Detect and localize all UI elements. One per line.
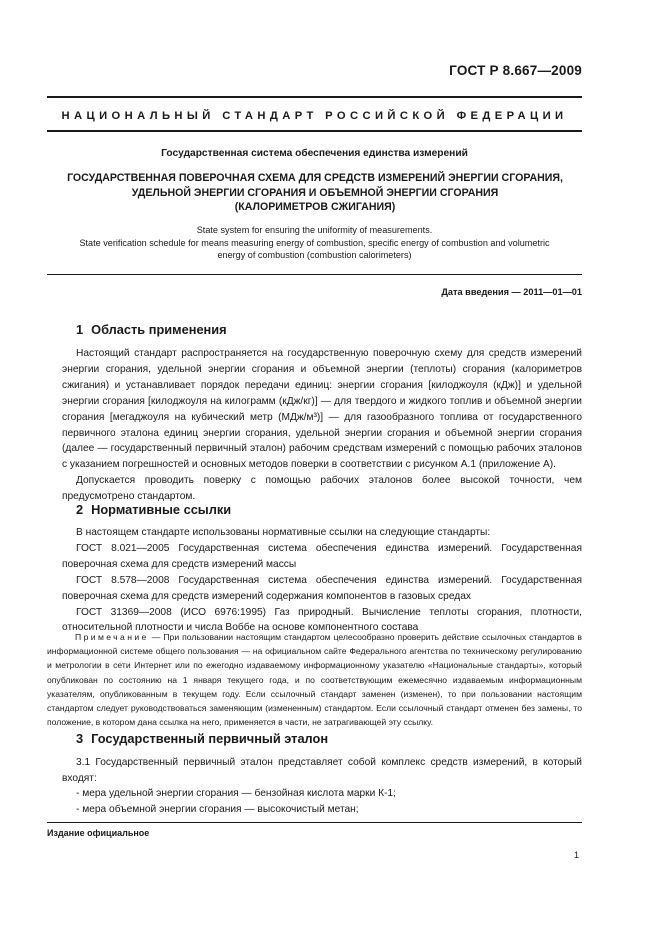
english-title xyxy=(47,224,582,262)
section-number: 3 xyxy=(76,731,84,746)
reference-item: ГОСТ 8.578—2008 Государственная система обеспечения единства измерений. Государственная поверочная схема для средств измерений содержания компонентов в газовых средах xyxy=(62,574,582,602)
section-title: Государственный первичный эталон xyxy=(91,731,329,746)
paragraph: Настоящий стандарт распространяется на государственную поверочную схему для средств измерений энергии сгорания, удельной энергии сгорания и объемной энергии (теплоты) сгорания (калориметров сжигания) и устанавливает порядок передачи единиц: энергии сгорания [килоджоуля (кДж)] и удельной энергии сгорания [килоджоуля на килограмм (кДж/кг)] — для твердого и жидкого топлив и объемной энергии сгорания [мегаджоуля на кубический метр (МДж/м³)] — для газообразного топлива от государственного первичного эталона единиц энергии сгорания, удельной энергии сгорания и объемной энергии сгорания (далее — государственный первичный эталон) рабочим средствам измерений с помощью рабочих эталонов с указанием погрешностей и основных методов поверки в соответствии с рисунком А.1 (приложение А). xyxy=(62,348,582,471)
section-title: Нормативные ссылки xyxy=(91,502,232,517)
footer-divider xyxy=(47,822,582,823)
header-bottom-rule xyxy=(47,130,582,132)
introduction-date: Дата введения — 2011—01—01 xyxy=(441,287,582,297)
document-number: ГОСТ Р 8.667—2009 xyxy=(449,63,582,78)
english-title-line: State system for ensuring the uniformity of measurements. xyxy=(196,225,433,235)
header-top-rule xyxy=(47,96,582,98)
note-label: Примечание xyxy=(75,632,149,642)
section-1-heading xyxy=(76,322,227,337)
page-number: 1 xyxy=(573,850,579,860)
main-title xyxy=(60,171,570,215)
section-2-body xyxy=(62,525,582,636)
section-title: Область применения xyxy=(91,322,227,337)
note-text: — При пользовании настоящим стандартом целесообразно проверить действие ссылочных стандартов в информационной системе общего пользования — на официальном сайте Федерального агентства по техническому регулированию и метрологии в сети Интернет или по ежегодно издаваемому информационному указателю «Национальные стандарты», который опубликован по состоянию на 1 января текущего года, и по соответствующим ежемесячно издаваемым информационным указателям, опубликованным в текущем году. Если ссылочный стандарт заменен (изменен), то при пользовании настоящим стандартом следует руководствоваться заменяющим (измененным) стандартом. Если ссылочный стандарт отменен без замены, то положение, в котором дана ссылка на него, применяется в части, не затрагивающей эту ссылку. xyxy=(47,632,582,728)
paragraph: В настоящем стандарте использованы нормативные ссылки на следующие стандарты: xyxy=(76,527,491,538)
note-block xyxy=(47,630,582,729)
main-title-line: (КАЛОРИМЕТРОВ СЖИГАНИЯ) xyxy=(234,201,396,213)
section-3-heading xyxy=(76,731,328,746)
english-title-line: energy of combustion (combustion calorimeters) xyxy=(217,250,412,261)
reference-item: ГОСТ 8.021—2005 Государственная система обеспечения единства измерений. Государственная поверочная схема для средств измерений массы xyxy=(62,542,582,570)
list-item: - мера удельной энергии сгорания — бензойная кислота марки К-1; xyxy=(76,788,396,800)
english-title-line: State verification schedule for means measuring energy of combustion, specific energy of combustion and volumetric xyxy=(79,237,550,248)
main-title-line: УДЕЛЬНОЙ ЭНЕРГИИ СГОРАНИЯ И ОБЪЕМНОЙ ЭНЕРГИИ СГОРАНИЯ xyxy=(131,186,499,199)
section-2-heading xyxy=(76,502,231,517)
section-3-body xyxy=(62,755,582,817)
section-number: 2 xyxy=(76,502,84,517)
title-divider xyxy=(47,274,582,275)
system-title: Государственная система обеспечения единства измерений xyxy=(161,148,468,159)
paragraph: Допускается проводить поверку с помощью рабочих эталонов более высокой точности, чем предусмотрено стандартом. xyxy=(62,475,582,503)
official-edition-label: Издание официальное xyxy=(47,828,150,838)
section-number: 1 xyxy=(76,322,84,337)
reference-item: ГОСТ 31369—2008 (ИСО 6976:1995) Газ природный. Вычисление теплоты сгорания, плотности, относительной плотности и числа Воббе на основе компонентного состава xyxy=(62,606,582,634)
main-title-line: ГОСУДАРСТВЕННАЯ ПОВЕРОЧНАЯ СХЕМА ДЛЯ СРЕДСТВ ИЗМЕРЕНИЙ ЭНЕРГИИ СГОРАНИЯ, xyxy=(67,172,563,184)
section-1-body xyxy=(62,346,582,505)
paragraph: 3.1 Государственный первичный эталон представляет собой комплекс средств измерений, в который входят: xyxy=(62,757,582,784)
national-standard-banner: НАЦИОНАЛЬНЫЙ СТАНДАРТ РОССИЙСКОЙ ФЕДЕРАЦИИ xyxy=(61,110,568,122)
note-paragraph xyxy=(47,630,582,729)
list-item: - мера объемной энергии сгорания — высокочистый метан; xyxy=(76,803,359,815)
